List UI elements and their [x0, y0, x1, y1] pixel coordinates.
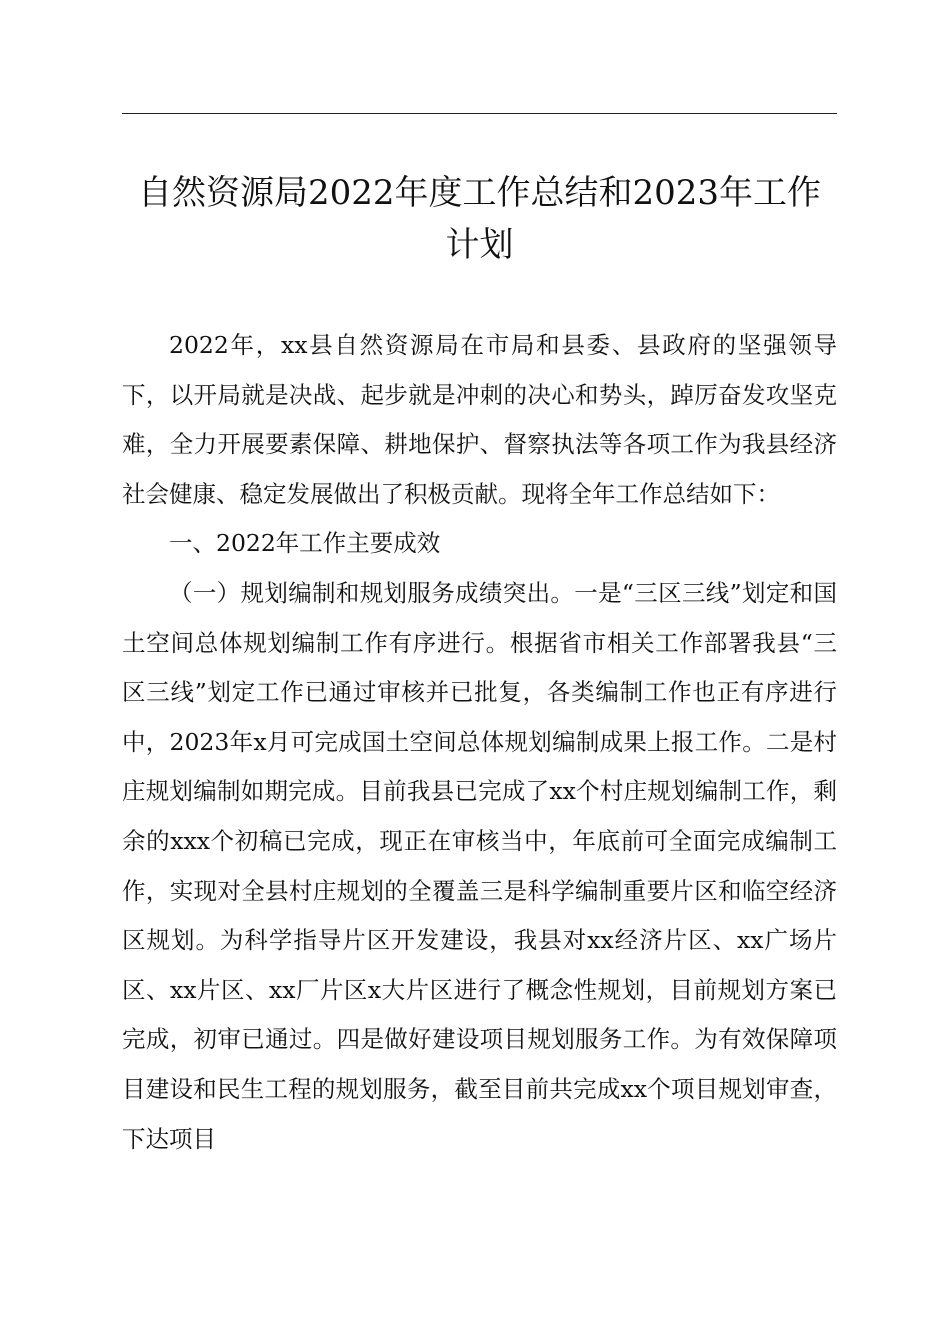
- paragraph-planning: （一）规划编制和规划服务成绩突出。一是“三区三线”划定和国土空间总体规划编制工作有序进行。根据省市相关工作部署我县“三区三线”划定工作已通过审核并已批复，各类编制工作也正有序进行中，2023年x月可完成国土空间总体规划编制成果上报工作。二是村庄规划编制如期完成。目前我县已完成了xx个村庄规划编制工作，剩余的xxx个初稿已完成，现正在审核当中，年底前可全面完成编制工作，实现对全县村庄规划的全覆盖三是科学编制重要片区和临空经济区规划。为科学指导片区开发建设，我县对xx经济片区、xx广场片区、xx片区、xx厂片区x大片区进行了概念性规划，目前规划方案已完成，初审已通过。四是做好建设项目规划服务工作。为有效保障项目建设和民生工程的规划服务，截至目前共完成xx个项目规划审查，下达项目: [122, 578, 837, 1153]
- header-rule: [122, 113, 837, 114]
- document-body: [122, 321, 837, 1164]
- section-heading-1: 一、2022年工作主要成效: [169, 529, 441, 558]
- paragraph-intro: 2022年，xx县自然资源局在市局和县委、县政府的坚强领导下，以开局就是决战、起步就是冲刺的决心和势头，踔厉奋发攻坚克难，全力开展要素保障、耕地保护、督察执法等各项工作为我县经济社会健康、稳定发展做出了积极贡献。现将全年工作总结如下：: [122, 331, 837, 508]
- document-title-line-1: 自然资源局2022年度工作总结和2023年工作: [137, 173, 822, 213]
- document-title: [122, 167, 837, 271]
- document-title-line-2: 计划: [445, 225, 514, 265]
